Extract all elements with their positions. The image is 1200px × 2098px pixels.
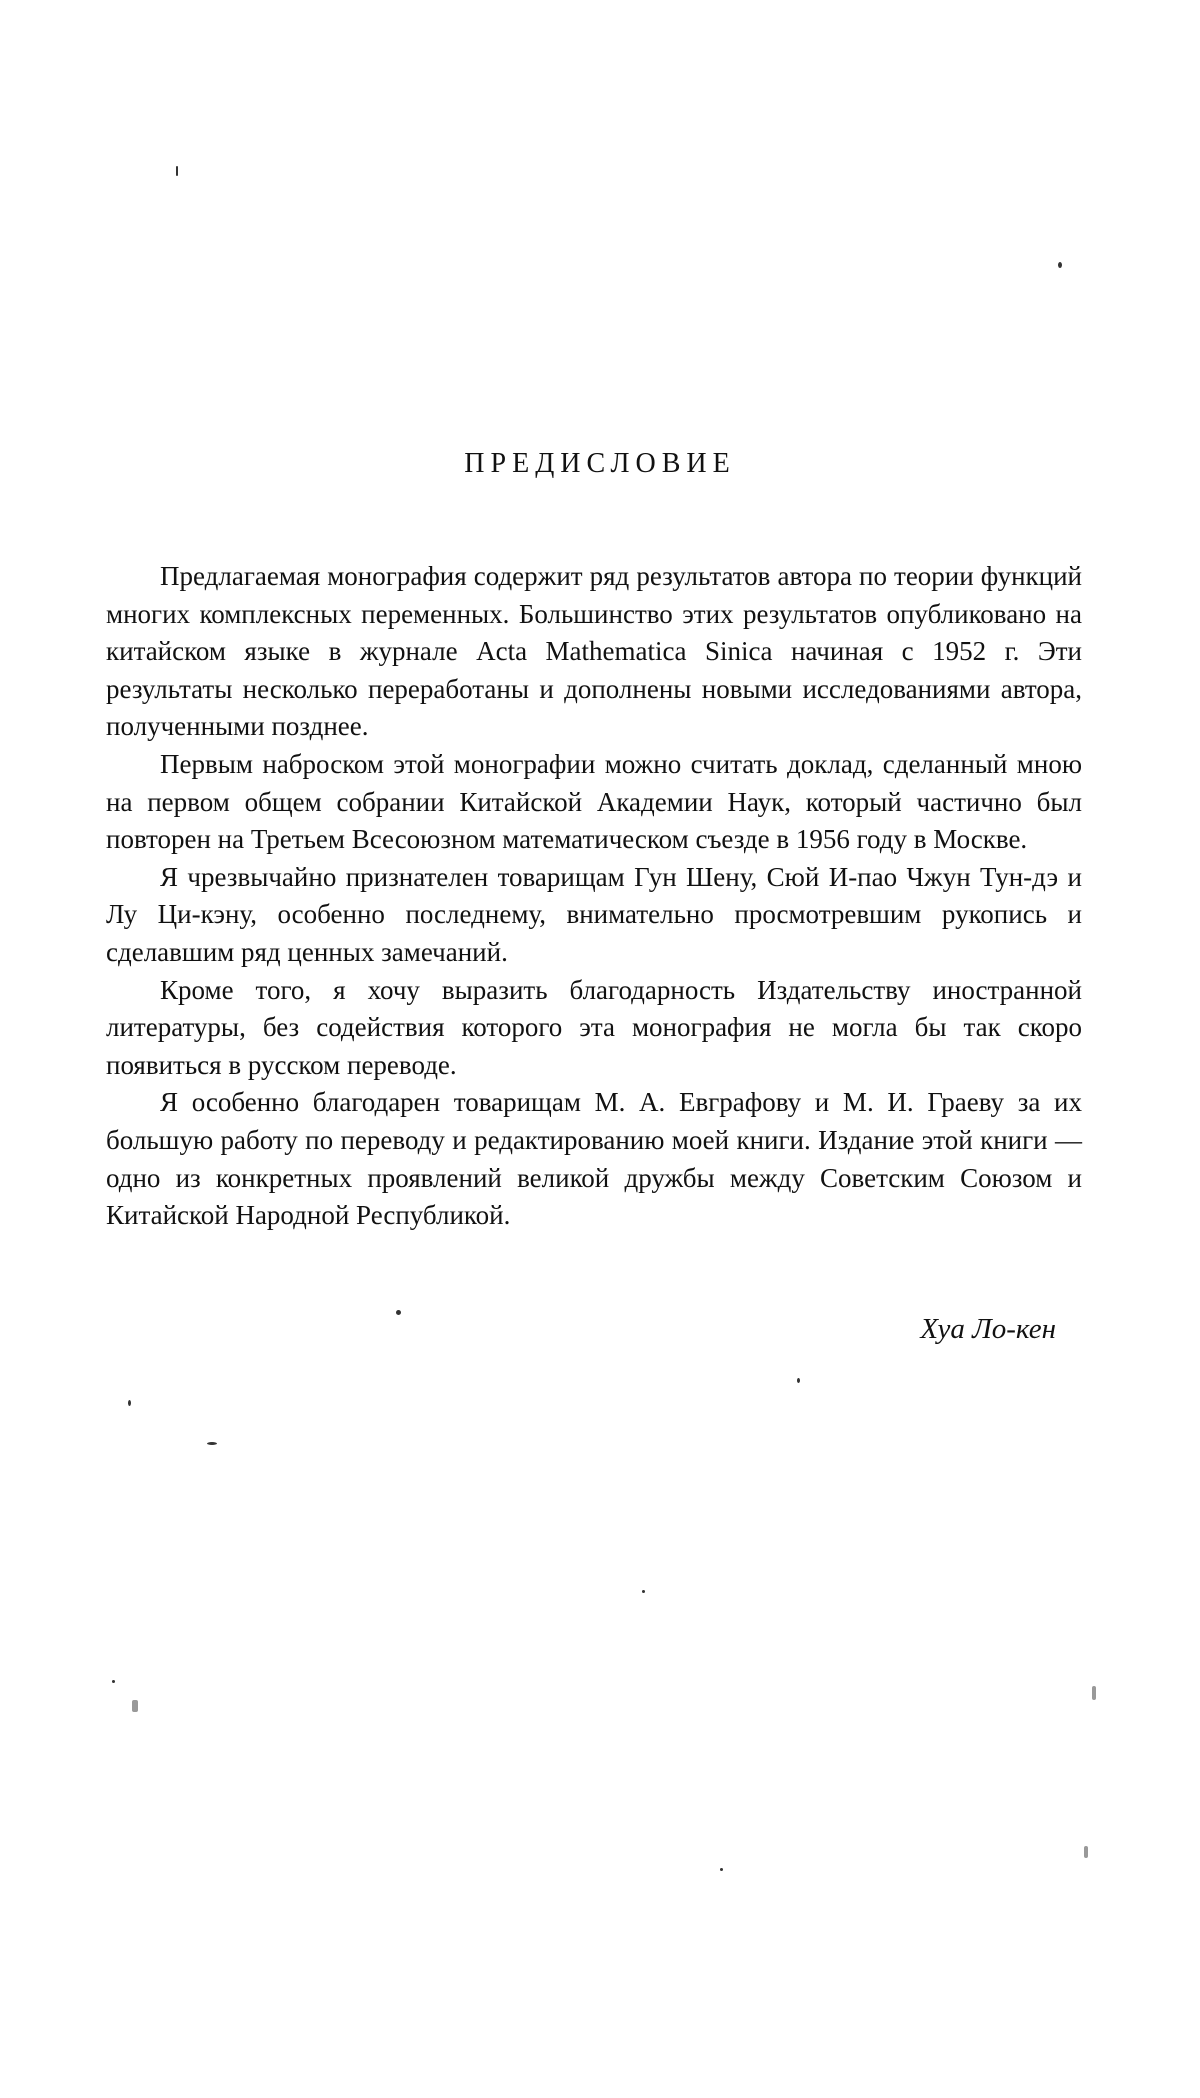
scan-speck [176, 166, 178, 176]
page-title: ПРЕДИСЛОВИЕ [464, 448, 736, 479]
scan-speck [1058, 262, 1062, 268]
paragraph-1: Предлагаемая монография содержит ряд результатов автора по теории функций многих комплексных переменных. Большинство этих результатов опубликовано на китайском языке в журнале Acta Mathematica Sinica начиная с 1952 г. Эти результаты несколько переработаны и дополнены новыми исследованиями автора, полученными позднее. [106, 561, 1082, 742]
scan-speck [207, 1442, 217, 1445]
paragraph-5: Я особенно благодарен товарищам М. А. Евграфову и М. И. Граеву за их большую работу по переводу и редактированию моей книги. Издание этой книги — одно из конкретных проявлений великой дружбы между Советским Союзом и Китайской Народной Республикой. [106, 1087, 1082, 1231]
scan-speck [720, 1868, 723, 1871]
scan-speck [128, 1400, 131, 1406]
scan-speck [132, 1700, 138, 1712]
scan-speck [1084, 1846, 1088, 1858]
paragraph-2: Первым наброском этой монографии можно считать доклад, сделанный мною на первом общем собрании Китайской Академии Наук, который частично был повторен на Третьем Всесоюзном математическом съезде в 1956 году в Москве. [106, 748, 1082, 855]
author-signature: Хуа Ло-кен [920, 1313, 1056, 1345]
paragraph-4: Кроме того, я хочу выразить благодарность Издательству иностранной литературы, без содействия которого эта монография не могла бы так скоро появиться в русском переводе. [106, 974, 1082, 1080]
scan-speck [797, 1378, 800, 1383]
preface-body [106, 558, 1082, 1235]
scan-speck [396, 1310, 401, 1315]
scan-speck [112, 1680, 115, 1683]
scan-speck [1092, 1686, 1096, 1700]
paragraph-3: Я чрезвычайно признателен товарищам Гун Шену, Сюй И-пао Чжун Тун-дэ и Лу Ци-кэну, особенно последнему, внимательно просмотревшим рукопись и сделавшим ряд ценных замечаний. [106, 861, 1082, 967]
scan-speck [642, 1590, 645, 1593]
